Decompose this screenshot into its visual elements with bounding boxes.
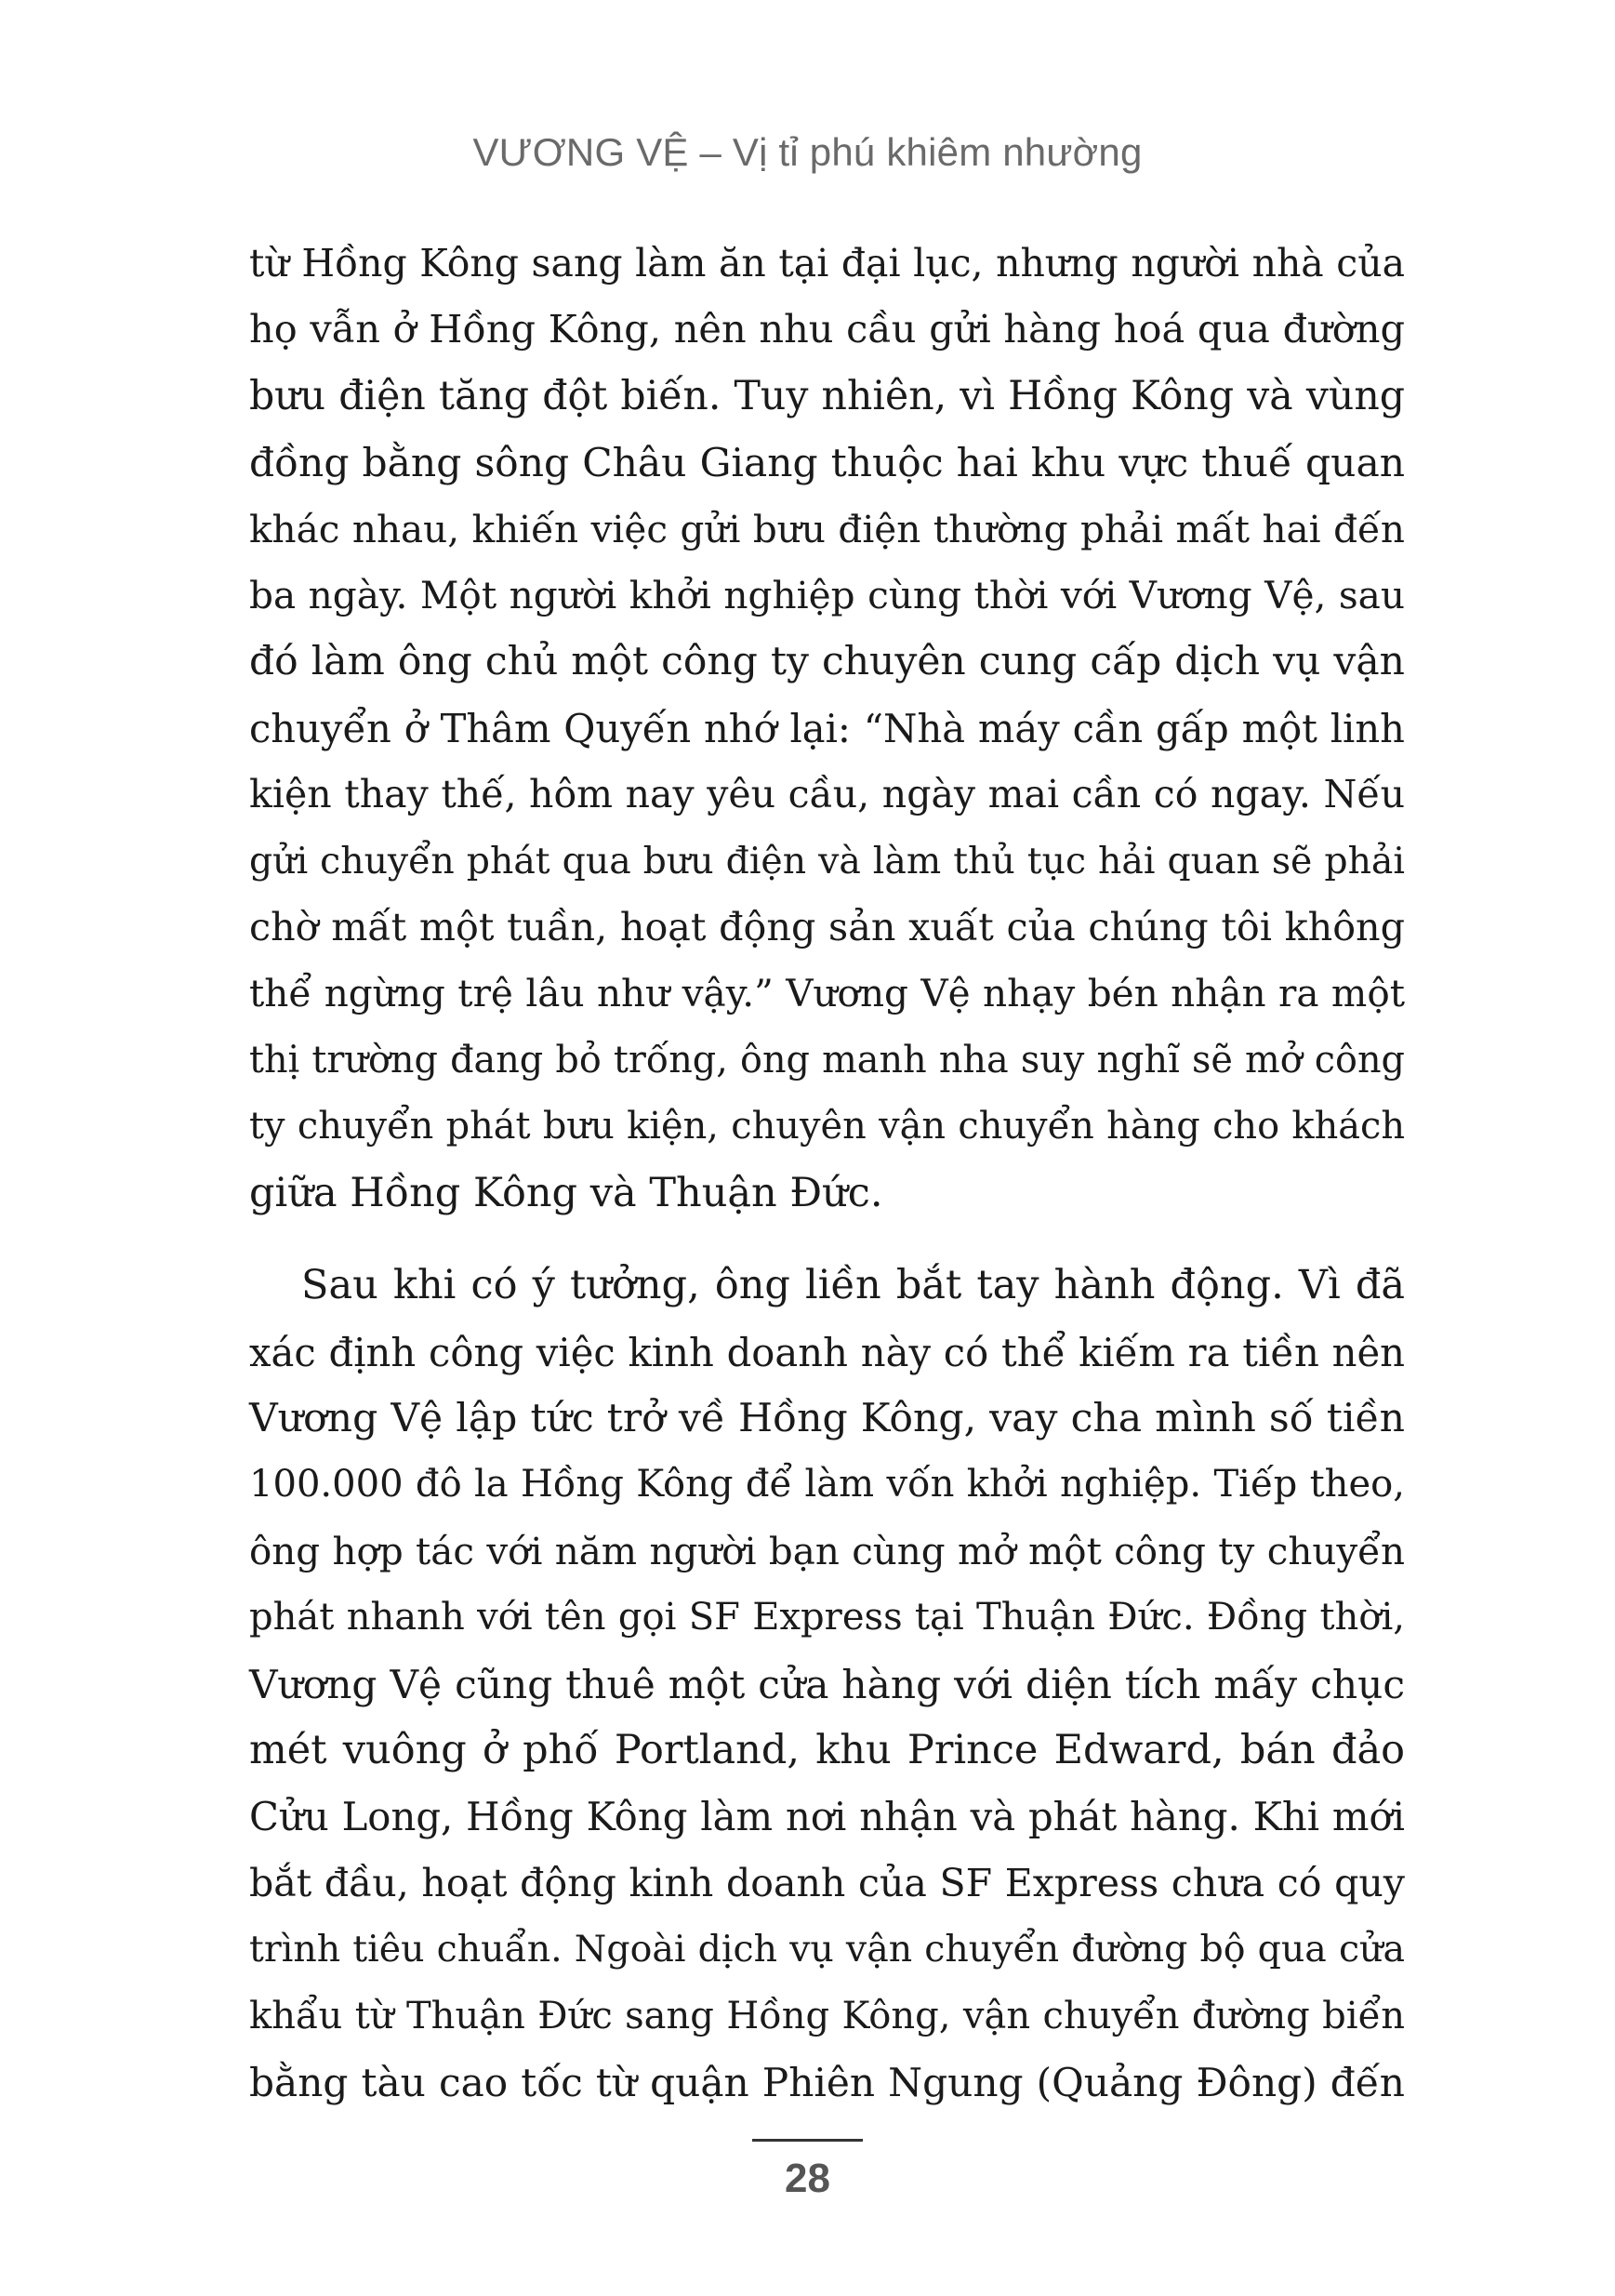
text-line: chờ mất một tuần, hoạt động sản xuất của chúng tôi không	[249, 905, 1405, 950]
text-line: đó làm ông chủ một công ty chuyên cung cấp dịch vụ vận	[249, 639, 1405, 685]
text-line: mét vuông ở phố Portland, khu Prince Edward, bán đảo	[249, 1726, 1405, 1773]
text-line: Cửu Long, Hồng Kông làm nơi nhận và phát hàng. Khi mới	[249, 1794, 1405, 1840]
page-number: 28	[785, 2156, 830, 2201]
page-number-rule	[752, 2139, 863, 2142]
running-header: VƯƠNG VỆ – Vị tỉ phú khiêm nhường	[472, 130, 1143, 174]
text-line: bắt đầu, hoạt động kinh doanh của SF Express chưa có quy	[249, 1860, 1405, 1905]
text-line: Vương Vệ lập tức trở về Hồng Kông, vay cha mình số tiền	[249, 1395, 1405, 1441]
text-line: gửi chuyển phát qua bưu điện và làm thủ tục hải quan sẽ phải	[249, 839, 1405, 883]
paragraph-2	[249, 1253, 1405, 2116]
text-line: Sau khi có ý tưởng, ông liền bắt tay hành động. Vì đã	[301, 1262, 1405, 1309]
paragraph-gap	[249, 1227, 1405, 1253]
text-line: thị trường đang bỏ trống, ông manh nha suy nghĩ sẽ mở công	[249, 1038, 1405, 1082]
text-line: họ vẫn ở Hồng Kông, nên nhu cầu gửi hàng hoá qua đường	[249, 307, 1405, 352]
text-line: khác nhau, khiến việc gửi bưu điện thường phải mất hai đến	[249, 506, 1405, 551]
text-line: bưu điện tăng đột biến. Tuy nhiên, vì Hồng Kông và vùng	[249, 372, 1405, 419]
body-text	[249, 231, 1405, 2116]
text-line: trình tiêu chuẩn. Ngoài dịch vụ vận chuyển đường bộ qua cửa	[249, 1928, 1405, 1971]
text-line: giữa Hồng Kông và Thuận Đức.	[249, 1169, 883, 1216]
text-line: thể ngừng trệ lâu như vậy.” Vương Vệ nhạy bén nhận ra một	[249, 971, 1405, 1016]
text-line: khẩu từ Thuận Đức sang Hồng Kông, vận chuyển đường biển	[249, 1994, 1405, 2037]
paragraph-1	[249, 231, 1405, 1227]
text-line: Vương Vệ cũng thuê một cửa hàng với diện tích mấy chục	[249, 1661, 1405, 1707]
text-line: ty chuyển phát bưu kiện, chuyên vận chuyển hàng cho khách	[249, 1105, 1405, 1148]
text-line: ông hợp tác với năm người bạn cùng mở một công ty chuyển	[249, 1529, 1405, 1573]
text-line: từ Hồng Kông sang làm ăn tại đại lục, nhưng người nhà của	[249, 241, 1405, 285]
text-line: đồng bằng sông Châu Giang thuộc hai khu vực thuế quan	[249, 440, 1405, 486]
text-line: bằng tàu cao tốc từ quận Phiên Ngung (Quảng Đông) đến	[249, 2059, 1405, 2105]
text-line: kiện thay thế, hôm nay yêu cầu, ngày mai cần có ngay. Nếu	[249, 772, 1405, 817]
text-line: xác định công việc kinh doanh này có thể kiếm ra tiền nên	[249, 1329, 1405, 1375]
text-line: 100.000 đô la Hồng Kông để làm vốn khởi nghiệp. Tiếp theo,	[249, 1463, 1405, 1506]
text-line: ba ngày. Một người khởi nghiệp cùng thời với Vương Vệ, sau	[249, 573, 1405, 618]
text-line: chuyển ở Thâm Quyến nhớ lại: “Nhà máy cần gấp một linh	[249, 705, 1405, 751]
text-line: phát nhanh với tên gọi SF Express tại Thuận Đức. Đồng thời,	[249, 1596, 1405, 1639]
